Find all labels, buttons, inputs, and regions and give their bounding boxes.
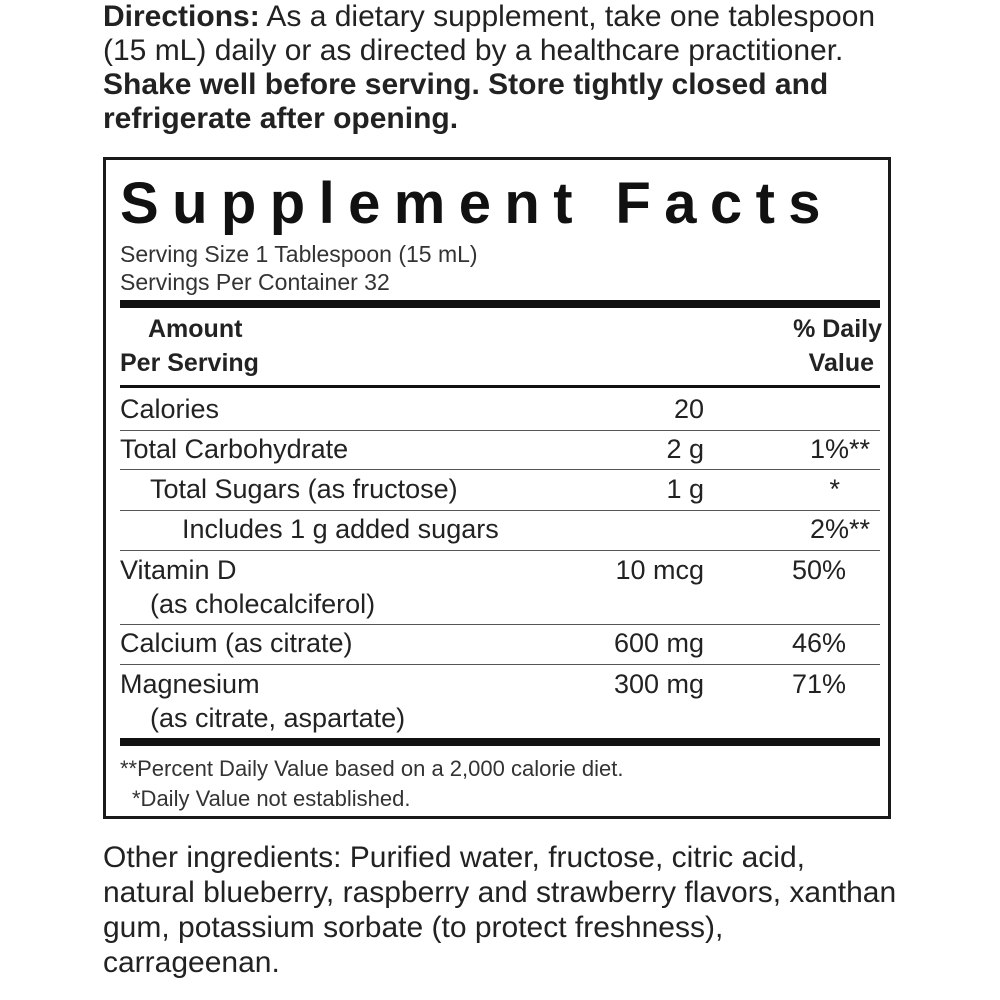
divider-thick-top [120,300,880,308]
directions-store: Store tightly closed and refrigerate after opening. [103,68,829,135]
header-amount-line1: Amount [148,315,243,343]
row-name-total-carbohydrate: Total Carbohydrate [120,434,349,464]
supplement-facts-panel [103,157,891,819]
row-amount-vitamin-d: 10 mcg [615,555,704,585]
row-divider [120,469,880,470]
row-name-calories: Calories [120,394,220,424]
row-amount-total-carbohydrate: 2 g [666,434,704,464]
other-ingredients: Other ingredients: Purified water, fructose, citric acid, natural blueberry, raspberry and strawberry flavors, xanthan gum, potassium sorbate (to protect freshness), carrageenan. [103,841,897,979]
row-dv-calcium: 46% [791,628,846,658]
row-sub-vitamin-d: (as cholecalciferol) [150,589,376,619]
row-dv-magnesium: 71% [791,669,846,699]
row-amount-calories: 20 [673,394,704,424]
footnote-not-established: *Daily Value not established. [132,786,411,811]
divider-header [120,385,880,388]
row-name-vitamin-d: Vitamin D [120,555,237,585]
row-amount-total-sugars: 1 g [666,474,704,504]
row-divider [120,510,880,511]
row-dv-total-sugars: * [829,474,840,504]
row-divider [120,550,880,551]
row-dv-vitamin-d: 50% [791,555,846,585]
row-amount-calcium: 600 mg [613,628,704,658]
row-name-total-sugars: Total Sugars (as fructose) [150,474,458,504]
servings-per-container: Servings Per Container 32 [120,269,390,295]
row-dv-total-carbohydrate: 1%** [809,434,870,464]
row-divider [120,624,880,625]
row-amount-magnesium: 300 mg [613,669,704,699]
header-dv-line2: Value [808,349,874,377]
row-name-calcium: Calcium (as citrate) [120,628,353,658]
directions-body: As a dietary supplement, take one tablespoon (15 mL) daily or as directed by a healthcare practitioner. [103,0,876,67]
header-amount-line2: Per Serving [120,349,259,377]
footnote-percent-dv: **Percent Daily Value based on a 2,000 calorie diet. [120,756,624,781]
divider-thick-bottom [120,738,880,746]
row-name-magnesium: Magnesium [120,669,260,699]
facts-title: Supplement Facts [120,171,834,236]
row-divider [120,664,880,665]
row-dv-added-sugars: 2%** [809,514,870,544]
row-divider [120,430,880,431]
directions-text [103,0,903,136]
row-name-added-sugars: Includes 1 g added sugars [182,514,499,544]
directions-shake: Shake well before serving. [103,68,480,101]
row-sub-magnesium: (as citrate, aspartate) [150,703,406,733]
serving-size: Serving Size 1 Tablespoon (15 mL) [120,241,478,267]
directions-label: Directions: [103,0,260,33]
header-dv-line1: % Daily [793,315,882,343]
